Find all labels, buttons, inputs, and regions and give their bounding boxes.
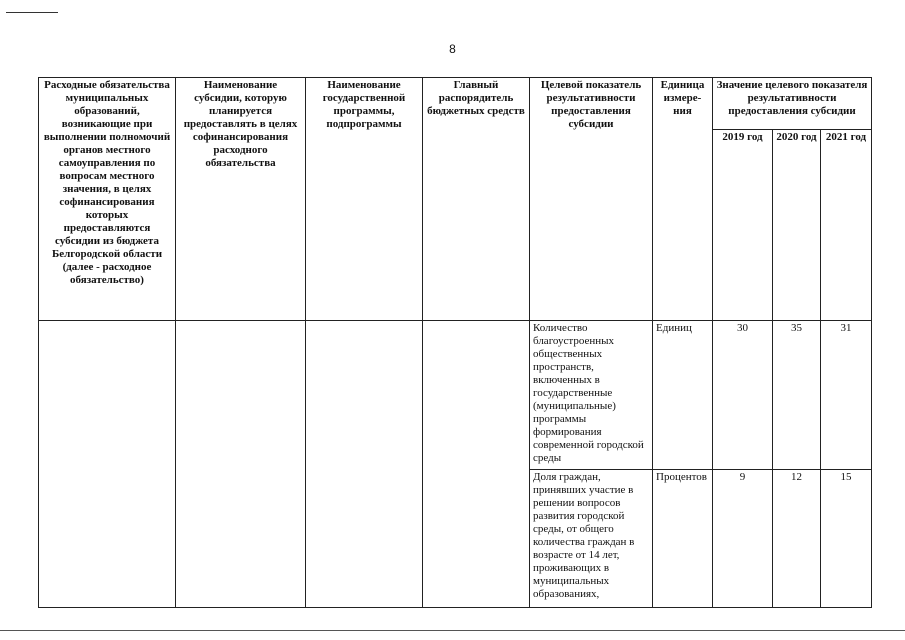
header-row-1 xyxy=(39,78,872,130)
header-obligations: Расходные обязательства муниципальных образований, возникающие при выполнении полномочий органов местного самоуправления по вопросам местного значения, в целях софинансирования которых предоставляются субсидии из бюджета Белгородской области (далее - расходное обязательство) xyxy=(39,78,176,321)
indicator-cell: Доля граждан, принявших участие в решении вопросов развития городской среды, от общего количества граждан в возрасте от 14 лет, проживающих в муниципальных образованиях, xyxy=(530,470,653,608)
empty-cell xyxy=(176,321,306,608)
top-rule xyxy=(6,12,58,13)
value-2021-cell: 15 xyxy=(821,470,872,608)
unit-cell: Процентов xyxy=(653,470,713,608)
header-main-manager: Главный распорядитель бюджетных средств xyxy=(423,78,530,321)
value-2021-cell: 31 xyxy=(821,321,872,470)
header-unit: Единица измере-ния xyxy=(653,78,713,321)
empty-cell xyxy=(39,321,176,608)
empty-cell xyxy=(423,321,530,608)
header-indicator-values: Значение целевого показателя результативности предоставления субсидии xyxy=(713,78,872,130)
value-2019-cell: 30 xyxy=(713,321,773,470)
value-2019-cell: 9 xyxy=(713,470,773,608)
bottom-rule xyxy=(0,630,905,631)
indicator-cell: Количество благоустроенных общественных пространств, включенных в государственные (муниципальные) программы формирования современной городской среды xyxy=(530,321,653,470)
header-target-indicator: Целевой показатель результативности предоставления субсидии xyxy=(530,78,653,321)
header-subsidy-name: Наименование субсидии, которую планируется предоставлять в целях софинансирования расходного обязательства xyxy=(176,78,306,321)
header-year-2020: 2020 год xyxy=(773,130,821,321)
header-year-2021: 2021 год xyxy=(821,130,872,321)
page-number: 8 xyxy=(449,42,456,56)
empty-cell xyxy=(306,321,423,608)
header-year-2019: 2019 год xyxy=(713,130,773,321)
value-2020-cell: 35 xyxy=(773,321,821,470)
table-row xyxy=(39,321,872,470)
unit-cell: Единиц xyxy=(653,321,713,470)
value-2020-cell: 12 xyxy=(773,470,821,608)
header-program: Наименование государственной программы, подпрограммы xyxy=(306,78,423,321)
subsidy-table xyxy=(38,77,872,608)
